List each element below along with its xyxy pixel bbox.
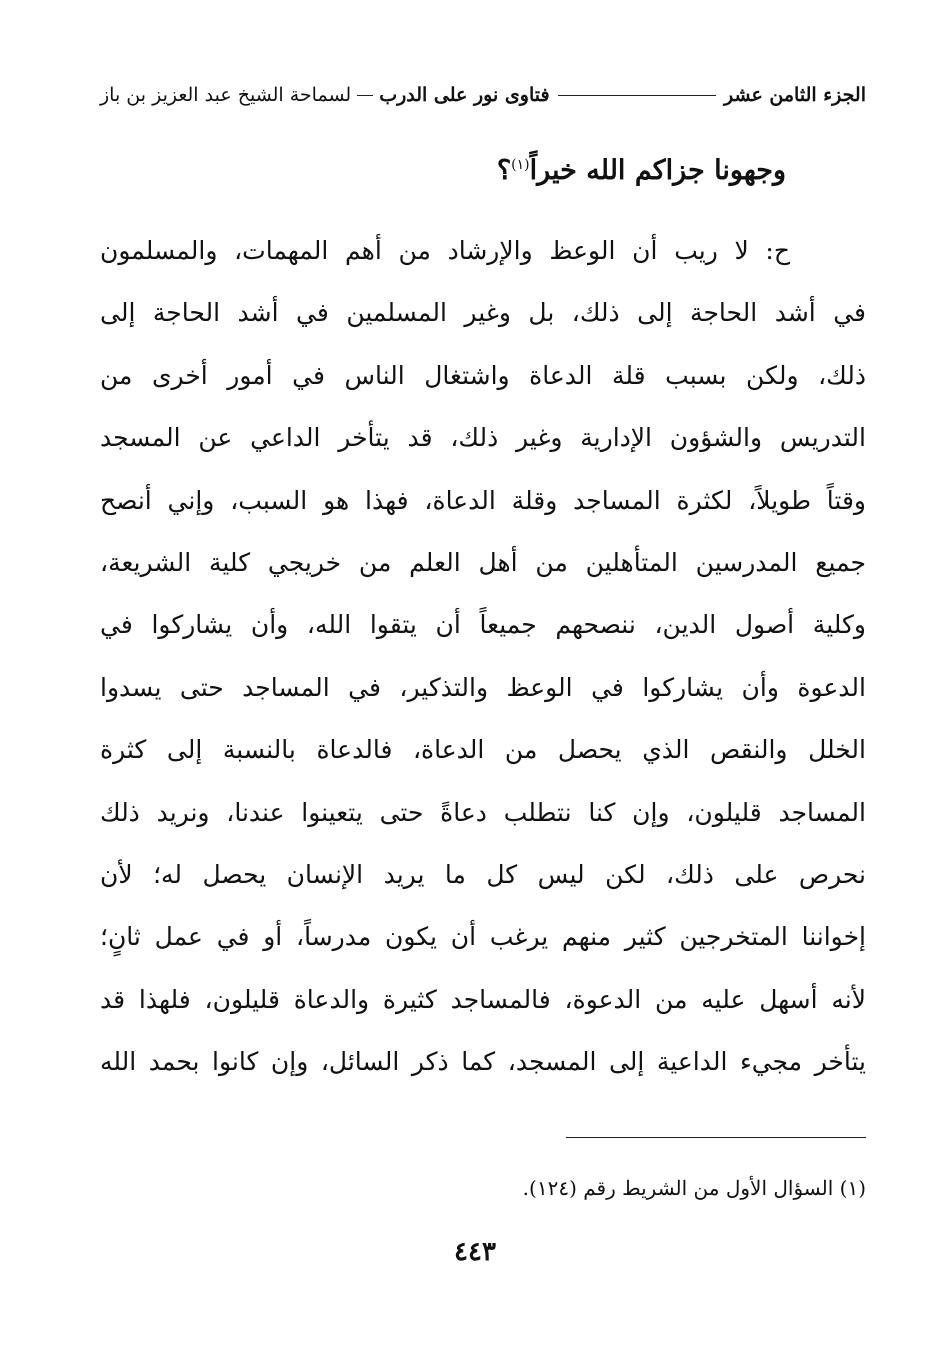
header-title-group [100, 84, 550, 106]
question-tail [420, 140, 786, 190]
answer-line: الدعوة وأن يشاركوا في الوعظ والتذكير، في المساجد حتى يسدوا [100, 672, 866, 702]
question-text: وجهونا جزاكم الله خيراً [529, 155, 786, 186]
answer-line: وكلية أصول الدين، ننصحهم جميعاً أن يتقوا الله، وأن يشاركوا في [100, 610, 866, 640]
answer-line: إخواننا المتخرجين كثير منهم يرغب أن يكون مدرساً، أو في عمل ثانٍ؛ [100, 922, 866, 952]
running-header [100, 78, 866, 112]
question-mark: ؟ [496, 155, 512, 186]
answer-line: نحرص على ذلك، لكن ليس كل ما يريد الإنسان يحصل له؛ لأن [100, 859, 866, 889]
answer-line: جميع المدرسين المتأهلين من أهل العلم من خريجي كلية الشريعة، [100, 547, 866, 577]
book-author: لسماحة الشيخ عبد العزيز بن باز [100, 84, 352, 106]
answer-line: ح: لا ريب أن الوعظ والإرشاد من أهم المهمات، والمسلمون [100, 236, 790, 265]
book-title: فتاوى نور على الدرب [379, 84, 550, 106]
header-rule [558, 95, 716, 96]
page-number: ٤٤٣ [454, 1237, 496, 1267]
answer-text [100, 220, 866, 1093]
footnote-divider [566, 1137, 866, 1138]
volume-label: الجزء الثامن عشر [724, 84, 866, 106]
footnote: (١) السؤال الأول من الشريط رقم (١٢٤). [522, 1176, 866, 1200]
answer-line: المساجد قليلون، وإن كنا نتطلب دعاةً حتى يتعينوا عندنا، ونريد ذلك [100, 797, 866, 827]
header-dash [357, 95, 373, 96]
answer-line: يتأخر مجيء الداعية إلى المسجد، كما ذكر السائل، وإن كانوا بحمد الله [100, 1047, 866, 1077]
answer-line: الخلل والنقص الذي يحصل من الدعاة، فالدعاة بالنسبة إلى كثرة [100, 735, 866, 765]
answer-line: التدريس والشؤون الإدارية وغير ذلك، قد يتأخر الداعي عن المسجد [100, 423, 866, 453]
question-footnote-ref: (١) [511, 157, 530, 173]
answer-line: لأنه أسهل عليه من الدعوة، فالمساجد كثيرة والدعاة قليلون، فلهذا قد [100, 984, 866, 1014]
answer-line: في أشد الحاجة إلى ذلك، بل وغير المسلمين في أشد الحاجة إلى [100, 298, 866, 328]
answer-line: وقتاً طويلاً، لكثرة المساجد وقلة الدعاة، فهذا هو السبب، وإني أنصح [100, 485, 866, 515]
answer-line: ذلك، ولكن بسبب قلة الدعاة واشتغال الناس في أمور أخرى من [100, 360, 866, 390]
